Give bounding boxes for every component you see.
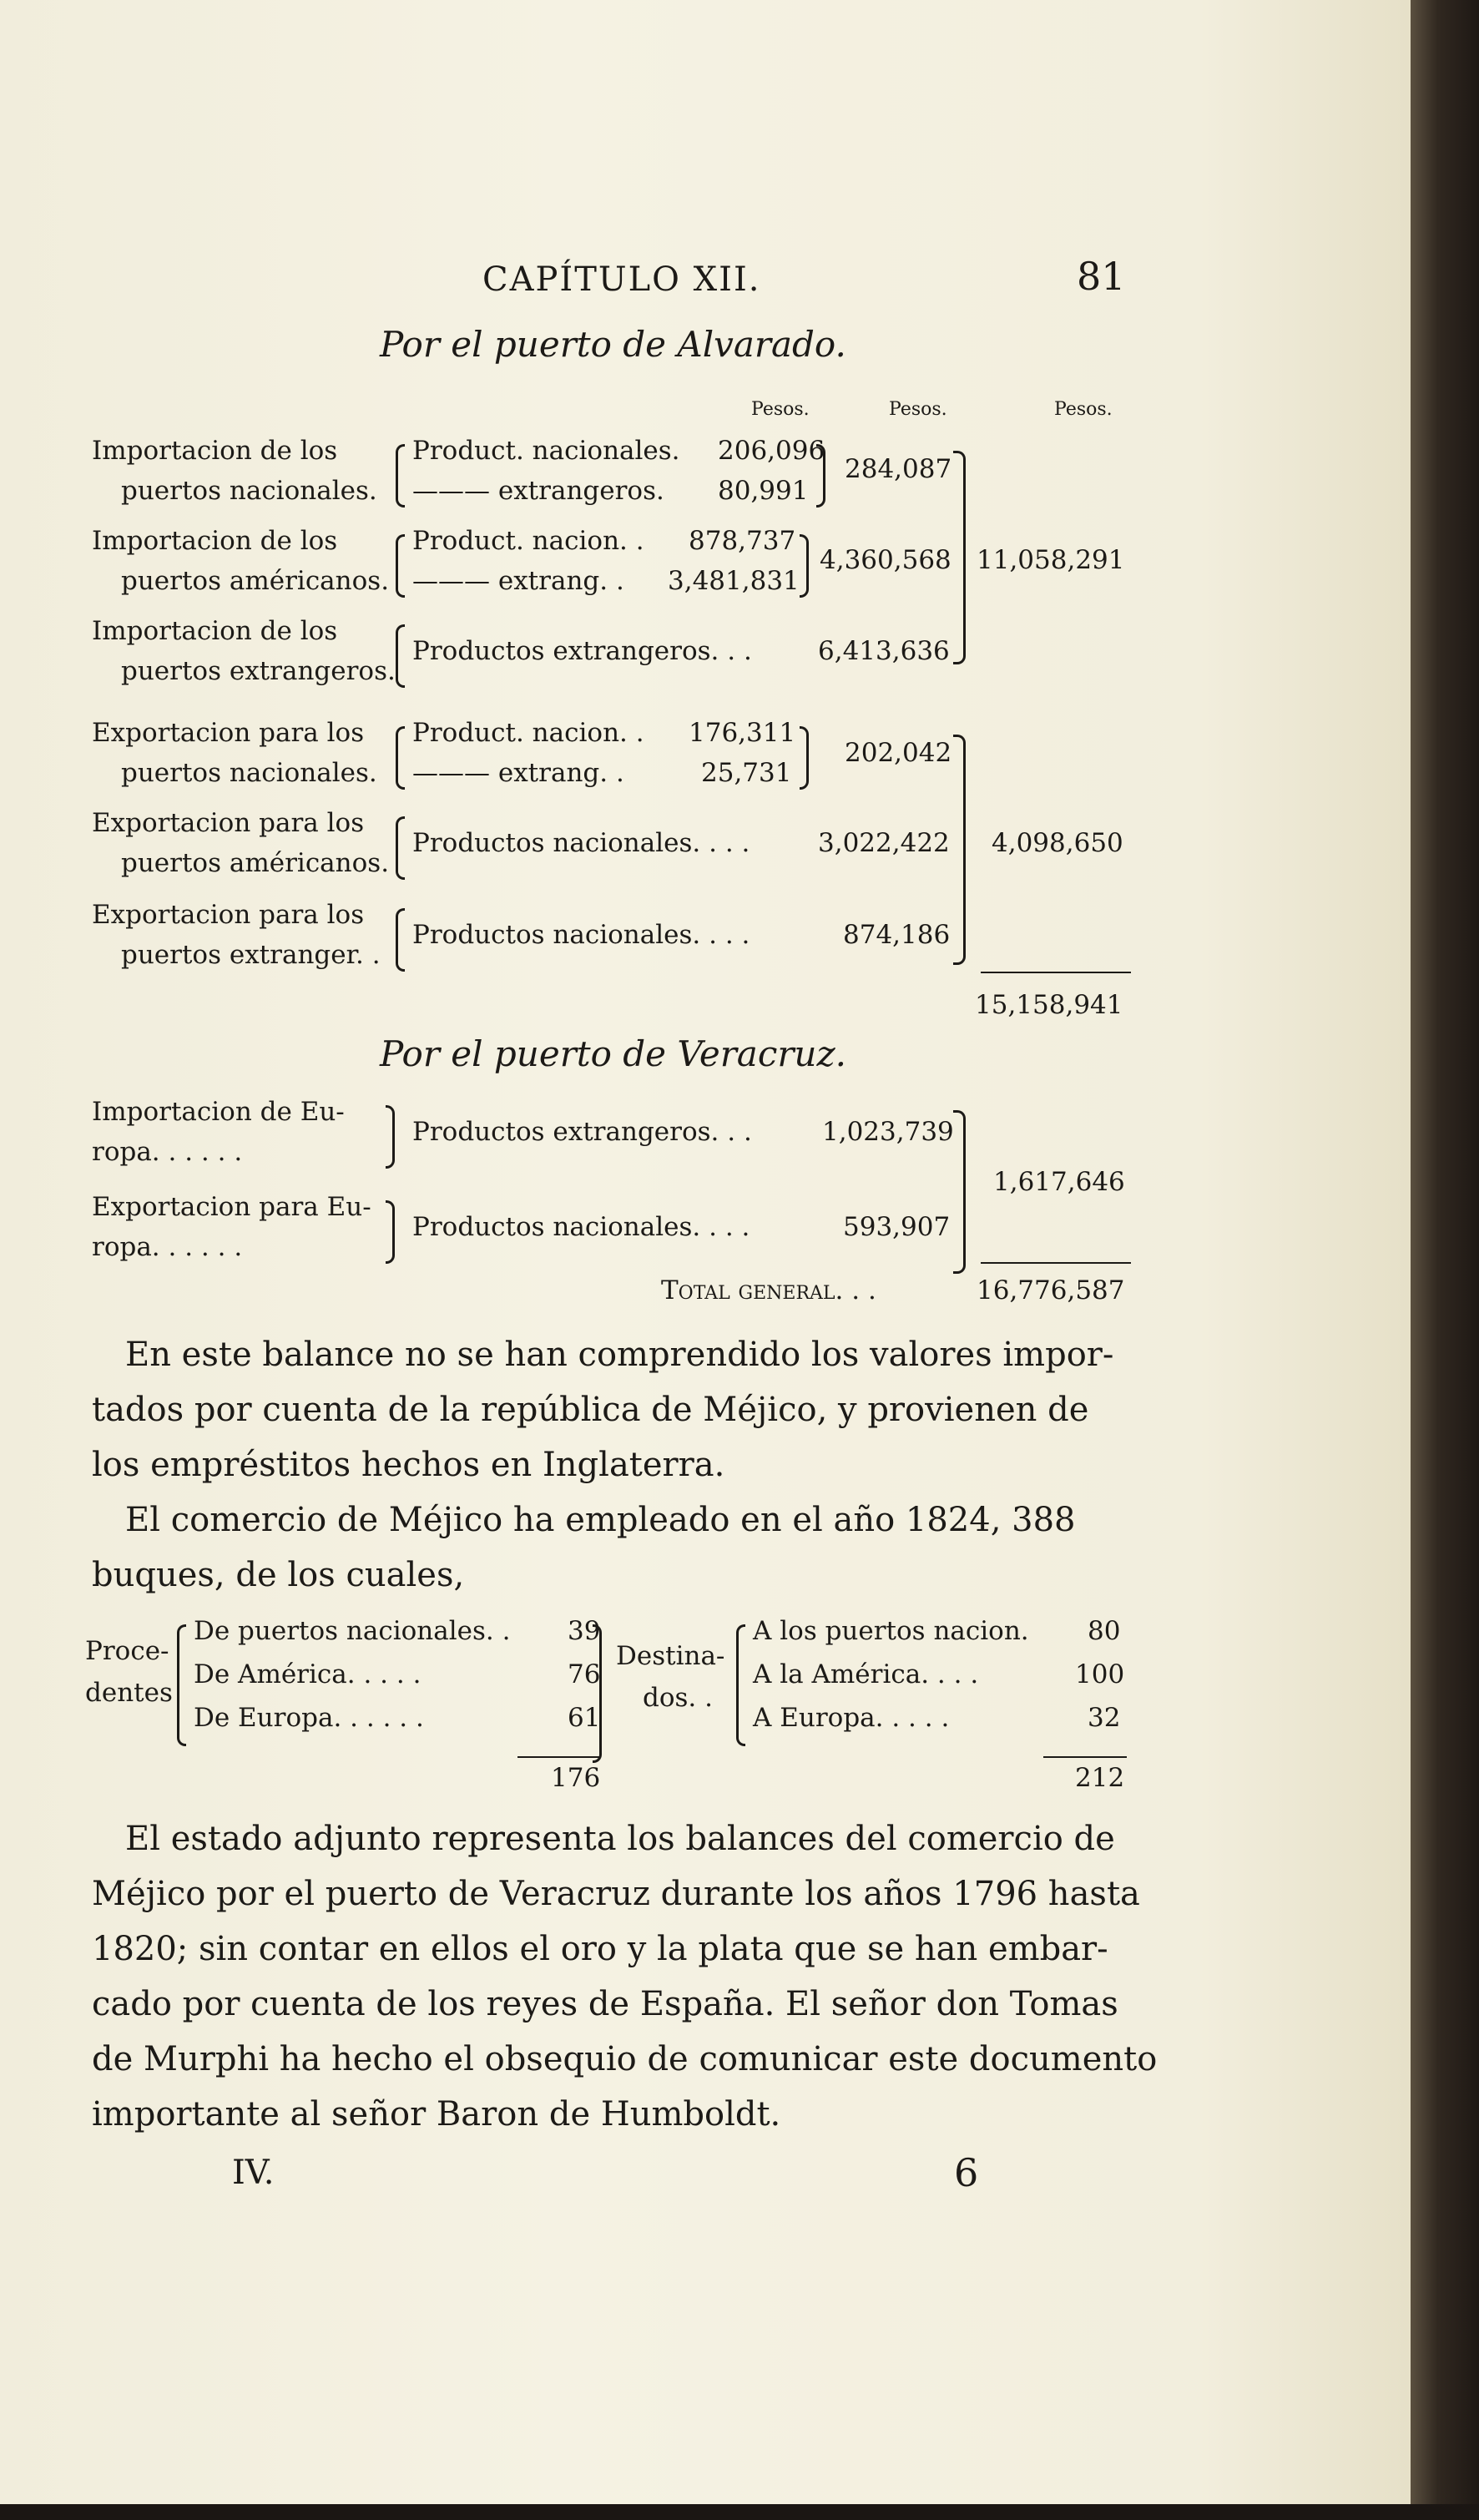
export-total: 4,098,650: [992, 828, 1123, 858]
item-text: Productos extrangeros. . .: [412, 1117, 752, 1147]
brace: [953, 451, 966, 664]
item-value: 593,907: [843, 1212, 951, 1242]
col-header-pesos-2: Pesos.: [889, 399, 947, 420]
item-value: 206,096: [718, 436, 825, 466]
row-label: Importacion de los: [92, 616, 338, 646]
brace: [953, 735, 966, 965]
paragraph-line: El comercio de Méjico ha empleado en el año 1824, 388: [125, 1501, 1076, 1539]
row-label: Exportacion para los: [92, 900, 365, 930]
col-header-pesos-1: Pesos.: [751, 399, 810, 420]
row-label: puertos extrangeros.: [121, 656, 396, 686]
dest-label: Destina-: [616, 1641, 725, 1671]
row-label: ropa. . . . . .: [92, 1232, 243, 1262]
total-rule: [981, 972, 1131, 973]
brace: [800, 726, 809, 790]
origin-item: De Europa. . . . . .: [194, 1703, 424, 1733]
item-text: ——— extrang. .: [412, 566, 624, 596]
paragraph-line: 1820; sin contar en ellos el oro y la plata que se han embar-: [92, 1930, 1108, 1968]
row-label: Importacion de los: [92, 526, 338, 556]
paragraph-line: Méjico por el puerto de Veracruz durante los años 1796 hasta: [92, 1875, 1140, 1913]
subtotal: 874,186: [843, 920, 951, 950]
item-text: Productos nacionales. . . .: [412, 1212, 750, 1242]
item-value: 3,481,831: [668, 566, 800, 596]
brace: [396, 624, 405, 688]
brace: [177, 1624, 186, 1746]
row-label: Importacion de Eu-: [92, 1097, 345, 1127]
item-text: Product. nacionales.: [412, 436, 680, 466]
item-text: Productos nacionales. . . .: [412, 920, 750, 950]
origin-label: dentes: [85, 1678, 173, 1708]
paragraph-line: los empréstitos hechos en Inglaterra.: [92, 1446, 725, 1484]
item-text: Product. nacion. .: [412, 526, 644, 556]
row-label: Importacion de los: [92, 436, 338, 466]
row-label: puertos américanos.: [121, 566, 390, 596]
paragraph-line: cado por cuenta de los reyes de España. El señor don Tomas: [92, 1985, 1118, 2023]
origin-value: 76: [568, 1659, 601, 1689]
origin-value: 61: [568, 1703, 601, 1733]
brace: [593, 1624, 602, 1763]
row-label: puertos américanos.: [121, 848, 390, 878]
row-label: puertos extranger. .: [121, 940, 381, 970]
brace: [396, 726, 405, 790]
item-value: 1,023,739: [822, 1117, 954, 1147]
paragraph-line: buques, de los cuales,: [92, 1556, 465, 1594]
subtotal: 3,022,422: [818, 828, 950, 858]
volume-mark: IV.: [232, 2154, 275, 2192]
item-text: Productos extrangeros. . .: [412, 636, 752, 666]
book-edge: [1411, 0, 1479, 2520]
item-text: ——— extrangeros.: [412, 476, 664, 506]
item-value: 878,737: [689, 526, 796, 556]
origin-label: Proce-: [85, 1636, 169, 1666]
running-head: CAPÍTULO XII.: [482, 260, 761, 299]
total-rule: [1043, 1756, 1127, 1758]
item-value: 176,311: [689, 718, 796, 748]
subtotal: 6,413,636: [818, 636, 950, 666]
paragraph-line: En este balance no se han comprendido los valores impor-: [125, 1336, 1114, 1374]
row-label: puertos nacionales.: [121, 758, 377, 788]
origin-value: 39: [568, 1616, 601, 1646]
item-text: Product. nacion. .: [412, 718, 644, 748]
total-general-label: Total general. . .: [661, 1275, 876, 1305]
origin-item: De América. . . . .: [194, 1659, 421, 1689]
dest-item: A la América. . . .: [753, 1659, 979, 1689]
brace: [953, 1110, 966, 1274]
dest-value: 80: [1088, 1616, 1121, 1646]
subtotal: 284,087: [845, 454, 952, 484]
paragraph-line: importante al señor Baron de Humboldt.: [92, 2095, 781, 2134]
brace: [816, 444, 825, 508]
origin-item: De puertos nacionales. .: [194, 1616, 511, 1646]
row-label: puertos nacionales.: [121, 476, 377, 506]
alvarado-grand-total: 15,158,941: [975, 990, 1123, 1020]
section-title-alvarado: Por el puerto de Alvarado.: [380, 324, 846, 365]
book-edge-bottom: [0, 2504, 1479, 2520]
item-value: 25,731: [701, 758, 792, 788]
item-value: 80,991: [718, 476, 809, 506]
brace: [396, 908, 405, 972]
item-text: ——— extrang. .: [412, 758, 624, 788]
subtotal: 202,042: [845, 738, 952, 768]
total-general-value: 16,776,587: [977, 1275, 1125, 1305]
brace: [736, 1624, 745, 1746]
paragraph-line: tados por cuenta de la república de Méjico, y provienen de: [92, 1391, 1089, 1429]
paragraph-line: de Murphi ha hecho el obsequio de comunicar este documento: [92, 2040, 1158, 2078]
brace: [396, 816, 405, 880]
origin-total: 176: [551, 1763, 601, 1793]
signature-mark: 6: [954, 2150, 979, 2195]
row-label: Exportacion para los: [92, 718, 365, 748]
dest-total: 212: [1075, 1763, 1125, 1793]
brace: [386, 1200, 395, 1264]
paragraph-line: El estado adjunto representa los balances del comercio de: [125, 1820, 1115, 1858]
brace: [396, 444, 405, 508]
subtotal: 4,360,568: [820, 545, 952, 575]
import-total: 11,058,291: [977, 545, 1125, 575]
brace: [800, 534, 809, 598]
total-rule: [981, 1262, 1131, 1264]
dest-item: A Europa. . . . .: [753, 1703, 950, 1733]
col-header-pesos-3: Pesos.: [1054, 399, 1113, 420]
page-number: 81: [1077, 254, 1126, 299]
brace: [386, 1105, 395, 1169]
dest-label: dos. .: [643, 1683, 713, 1713]
dest-item: A los puertos nacion.: [753, 1616, 1029, 1646]
dest-value: 100: [1075, 1659, 1125, 1689]
item-text: Productos nacionales. . . .: [412, 828, 750, 858]
section-title-veracruz: Por el puerto de Veracruz.: [380, 1033, 846, 1074]
veracruz-total: 1,617,646: [993, 1167, 1125, 1197]
total-rule: [517, 1756, 601, 1758]
dest-value: 32: [1088, 1703, 1121, 1733]
row-label: Exportacion para Eu-: [92, 1192, 371, 1222]
brace: [396, 534, 405, 598]
row-label: Exportacion para los: [92, 808, 365, 838]
row-label: ropa. . . . . .: [92, 1137, 243, 1167]
